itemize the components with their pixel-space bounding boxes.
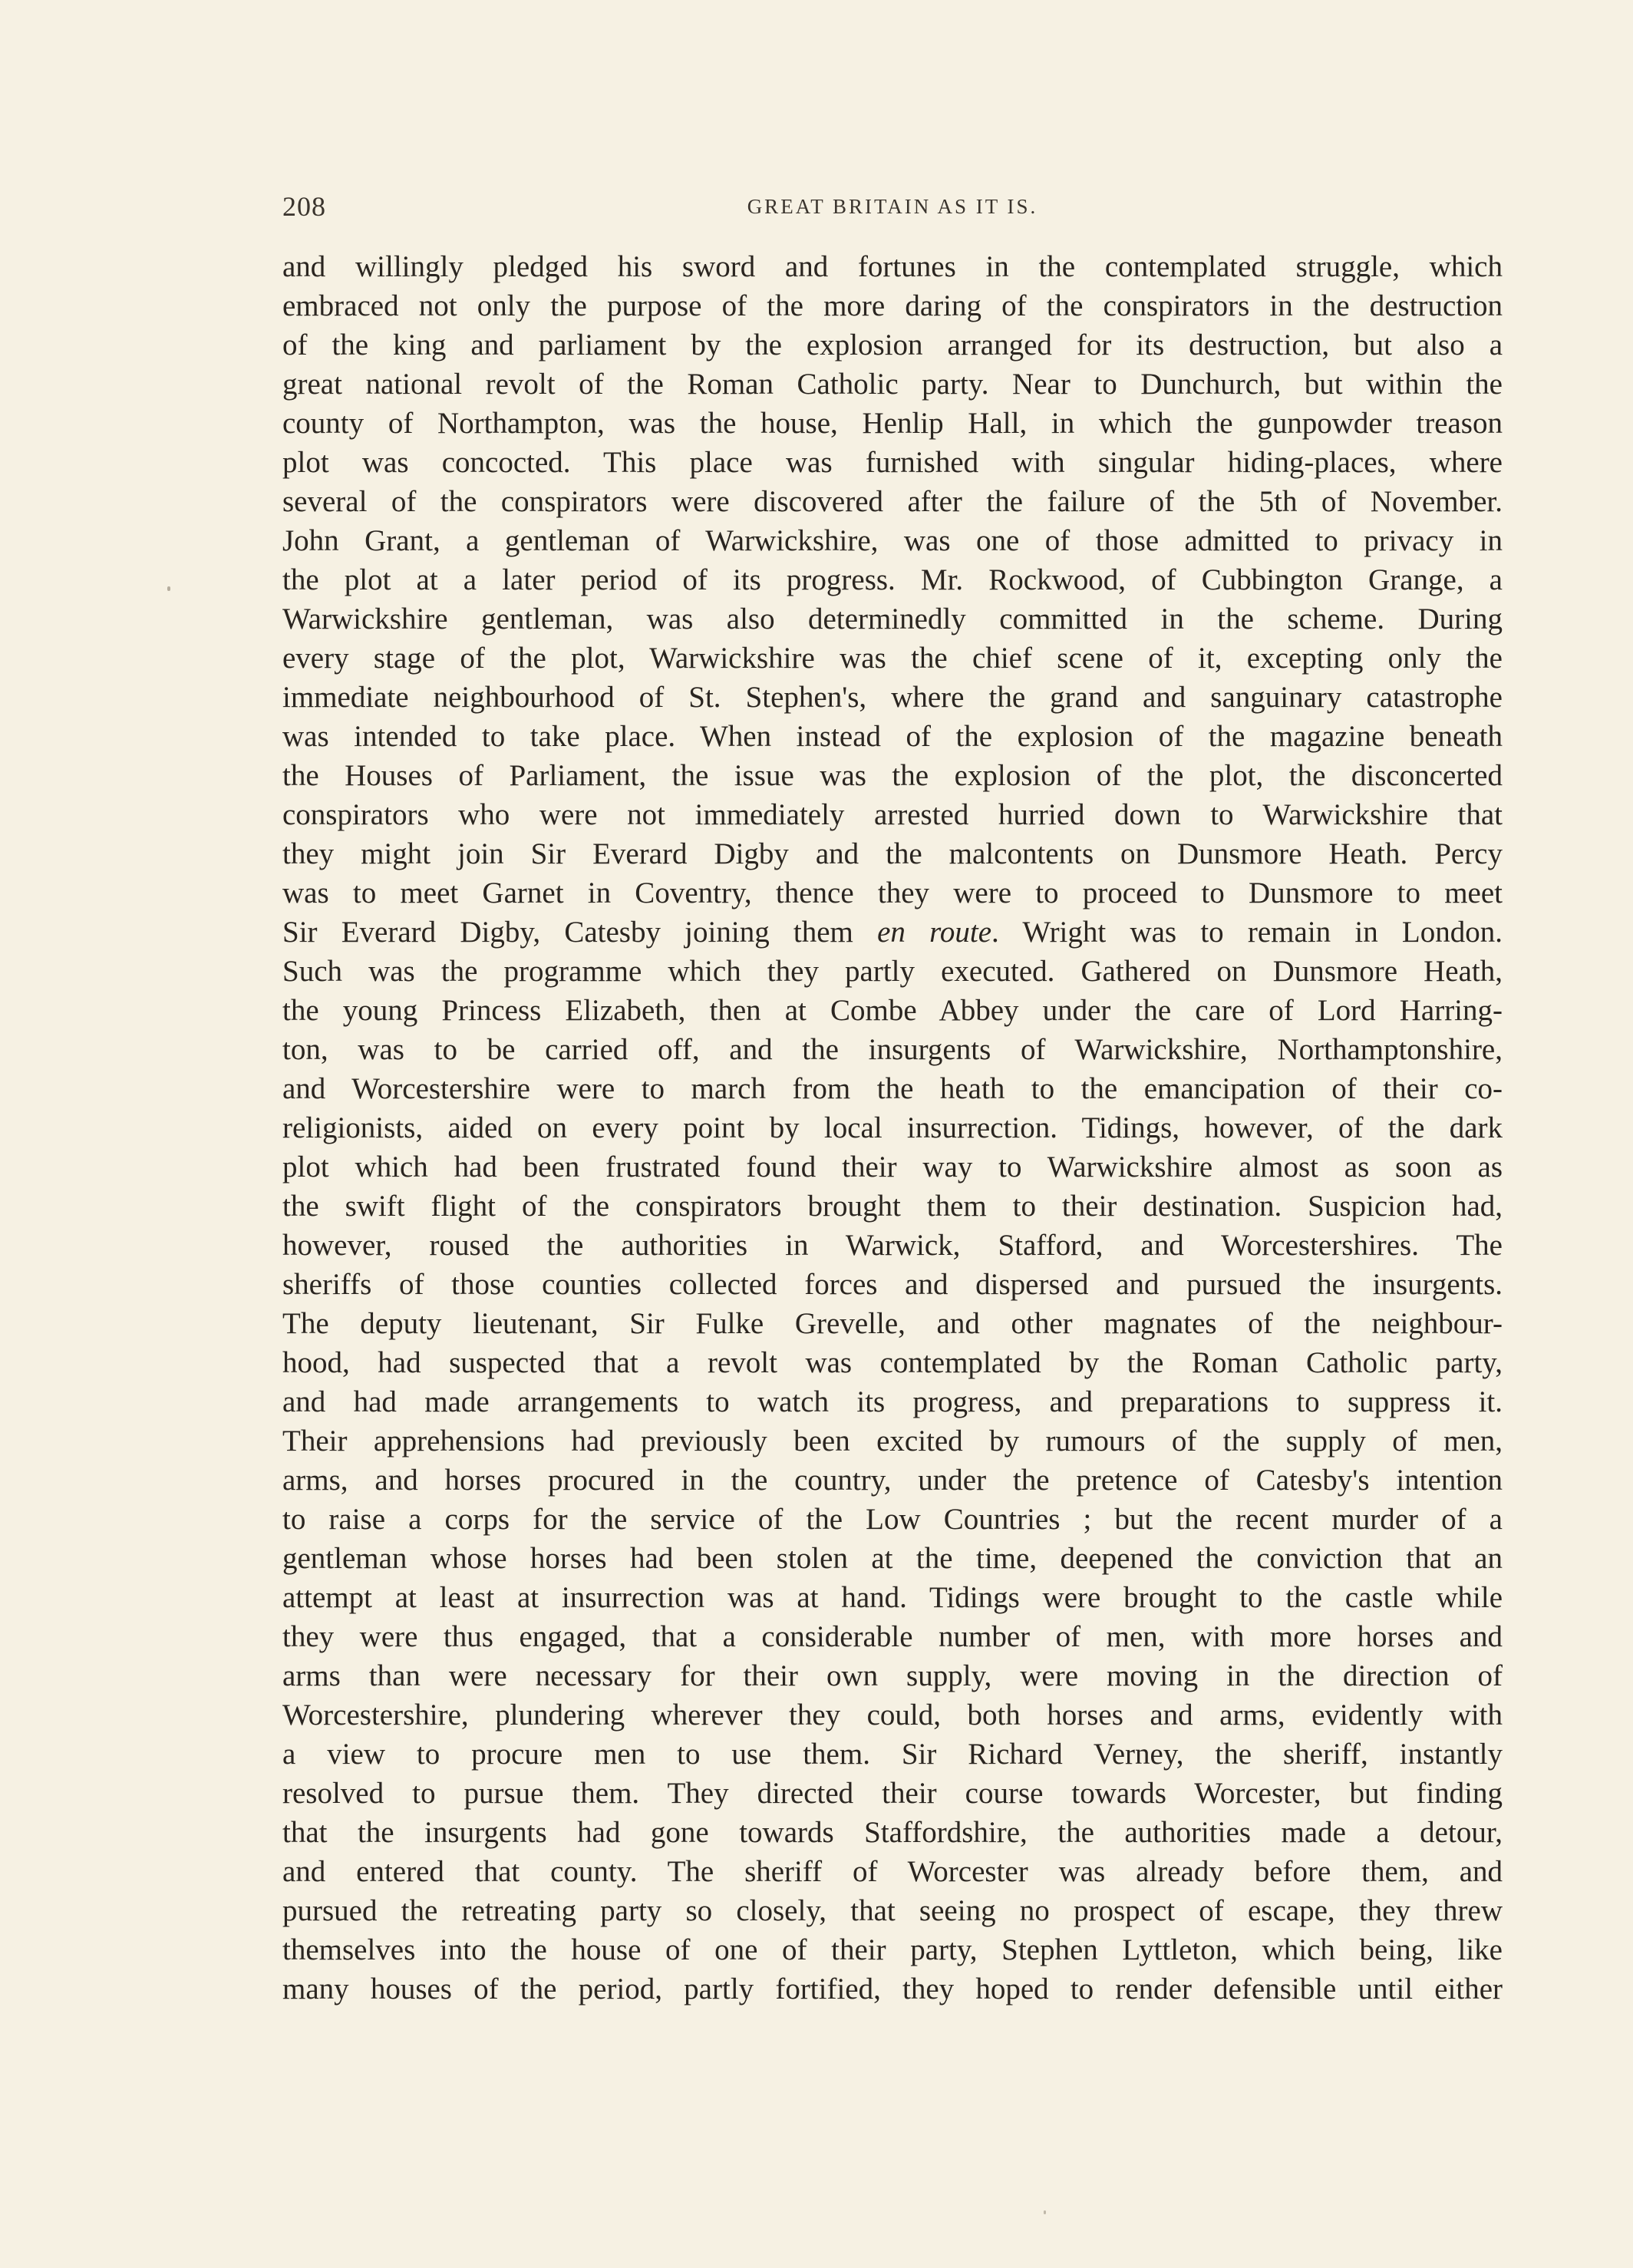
page-number: 208 [282,191,326,222]
text-line: they were thus engaged, that a considerable number of men, with more horses and [282,1620,1503,1653]
text-line: however, roused the authorities in Warwick, Stafford, and Worcestershires. The [282,1229,1503,1262]
print-speck [167,586,170,591]
running-title: GREAT BRITAIN AS IT IS. [747,195,1038,218]
text-line: Warwickshire gentleman, was also determinedly committed in the scheme. During [282,602,1503,636]
text-line: the young Princess Elizabeth, then at Combe Abbey under the care of Lord Harring- [282,994,1503,1027]
text-line: arms, and horses procured in the country, under the pretence of Catesby's intention [282,1464,1503,1497]
text-line: John Grant, a gentleman of Warwickshire, was one of those admitted to privacy in [282,524,1503,557]
text-line: county of Northampton, was the house, Henlip Hall, in which the gunpowder treason [282,407,1503,440]
text-line: sheriffs of those counties collected forces and dispersed and pursued the insurgents. [282,1268,1503,1301]
text-line: the swift flight of the conspirators brought them to their destination. Suspicion had, [282,1190,1503,1223]
text-line: Their apprehensions had previously been excited by rumours of the supply of men, [282,1425,1503,1458]
text-line-with-italic [282,913,1503,952]
text-line: gentleman whose horses had been stolen at the time, deepened the conviction that an [282,1542,1503,1575]
text-line: to raise a corps for the service of the Low Countries ; but the recent murder of a [282,1503,1503,1536]
text-line: plot which had been frustrated found their way to Warwickshire almost as soon as [282,1151,1503,1184]
text-line: and entered that county. The sheriff of Worcester was already before them, and [282,1855,1503,1888]
text-line: religionists, aided on every point by local insurrection. Tidings, however, of the dark [282,1111,1503,1144]
text-line: The deputy lieutenant, Sir Fulke Grevelle, and other magnates of the neighbour- [282,1307,1503,1340]
italic-phrase: en route [877,916,992,949]
text-line: themselves into the house of one of their party, Stephen Lyttleton, which being, like [282,1933,1503,1966]
text-line: a view to procure men to use them. Sir Richard Verney, the sheriff, instantly [282,1738,1503,1771]
text-line: Worcestershire, plundering wherever they could, both horses and arms, evidently with [282,1699,1503,1732]
text-line: great national revolt of the Roman Catholic party. Near to Dunchurch, but within the [282,368,1503,401]
text-line: resolved to pursue them. They directed their course towards Worcester, but finding [282,1777,1503,1810]
text-line: and Worcestershire were to march from the heath to the emancipation of their co- [282,1072,1503,1105]
text-line: and had made arrangements to watch its progress, and preparations to suppress it. [282,1385,1503,1418]
text-line: the Houses of Parliament, the issue was the explosion of the plot, the disconcerted [282,759,1503,792]
print-speck [1044,2210,1046,2214]
text-line: pursued the retreating party so closely, that seeing no prospect of escape, they threw [282,1894,1503,1927]
text-line: embraced not only the purpose of the more daring of the conspirators in the destruction [282,289,1503,322]
text-line: and willingly pledged his sword and fortunes in the contemplated struggle, which [282,250,1503,283]
text-line-content: Sir Everard Digby, Catesby joining them en route. Wright was to remain in London. [282,916,1503,949]
text-line: they might join Sir Everard Digby and the malcontents on Dunsmore Heath. Percy [282,837,1503,870]
text-line: hood, had suspected that a revolt was contemplated by the Roman Catholic party, [282,1346,1503,1379]
text-line: Such was the programme which they partly executed. Gathered on Dunsmore Heath, [282,955,1503,988]
text-line: was to meet Garnet in Coventry, thence they were to proceed to Dunsmore to meet [282,876,1503,910]
text-line: ton, was to be carried off, and the insurgents of Warwickshire, Northamptonshire, [282,1033,1503,1066]
text-line: was intended to take place. When instead of the explosion of the magazine beneath [282,720,1503,753]
text-line: conspirators who were not immediately arrested hurried down to Warwickshire that [282,798,1503,831]
text-line: many houses of the period, partly fortified, they hoped to render defensible until either [282,1973,1503,2006]
body-text [282,247,1503,2009]
text-line: the plot at a later period of its progress. Mr. Rockwood, of Cubbington Grange, a [282,563,1503,596]
text-line: several of the conspirators were discovered after the failure of the 5th of November. [282,485,1503,518]
text-line: immediate neighbourhood of St. Stephen's, where the grand and sanguinary catastrophe [282,681,1503,714]
running-head [282,190,1503,221]
text-line: arms than were necessary for their own supply, were moving in the direction of [282,1659,1503,1692]
text-line: plot was concocted. This place was furnished with singular hiding-places, where [282,446,1503,479]
text-line: of the king and parliament by the explosion arranged for its destruction, but also a [282,328,1503,361]
text-line: that the insurgents had gone towards Staffordshire, the authorities made a detour, [282,1816,1503,1849]
text-line: every stage of the plot, Warwickshire was the chief scene of it, excepting only the [282,642,1503,675]
text-line: attempt at least at insurrection was at hand. Tidings were brought to the castle while [282,1581,1503,1614]
